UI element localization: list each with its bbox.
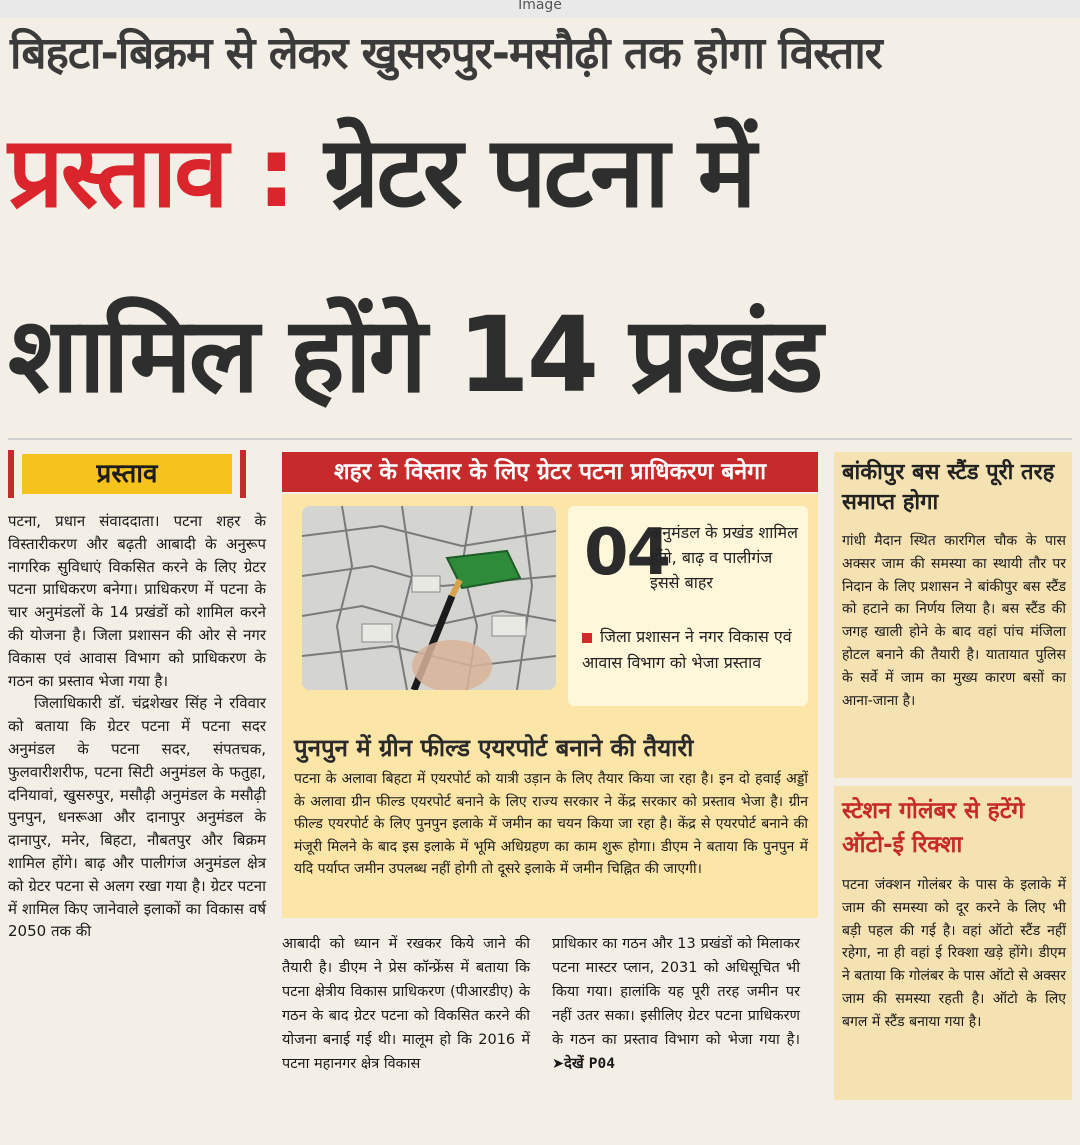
center-column-2 <box>282 932 530 1076</box>
auto-text: पटना जंक्शन गोलंबर के पास के इलाके में जाम की समस्या को दूर करने के लिए भी बड़ी पहल की गई है। वहां ऑटो स्टैंड नहीं रहेगा, ना ही वहां ई रिक्शा खड़े होंगे। डीएम ने बताया कि गोलंबर के पास ऑटो से अक्सर जाम की समस्या रहती है। ऑटो के लिए बगल में स्टैंड बनाया गया है। <box>842 877 1066 1030</box>
continued-label: देखें <box>564 1056 584 1072</box>
big-number: 04 <box>584 516 670 590</box>
center-banner: शहर के विस्तार के लिए ग्रेटर पटना प्राधिकरण बनेगा <box>282 452 818 492</box>
col3-text: प्राधिकार का गठन और 13 प्रखंडों को मिलाकर पटना मास्टर प्लान, 2031 को अधिसूचित भी किया गया। हालांकि यह पूरी तरह जमीन पर नहीं उतर सका। इसीलिए ग्रेटर पटना प्राधिकरण के गठन का प्रस्ताव विभाग को भेजा गया है। ➤देखें P04 <box>552 936 800 1072</box>
info-text: अनुमंडल के प्रखंड शामिल होंगे, बाढ़ व पालीगंज इससे बाहर <box>650 523 798 592</box>
airport-para-text: पटना के अलावा बिहटा में एयरपोर्ट को यात्री उड़ान के लिए तैयार किया जा रहा है। इन दो हवाई अड्डों के अलावा ग्रीन फील्ड एयरपोर्ट बनाने के लिए राज्य सरकार ने केंद्र सरकार को प्रस्ताव भेजा है। ग्रीन फील्ड एयरपोर्ट के लिए पुनपुन इलाके में जमीन का चयन किया जा रहा है। केंद्र से एयरपोर्ट बनाने की मंजूरी मिलने के बाद इस इलाके में भूमि अधिग्रहण का काम शुरू होगा। डीएम ने बताया कि पुनपुन में यदि पर्याप्त जमीन उपलब्ध नहीं होगी तो दूसरे इलाके में जमीन चिह्नित की जाएगी। <box>294 771 808 877</box>
left-column-text <box>8 510 266 943</box>
bullet-text: जिला प्रशासन ने नगर विकास एवं आवास विभाग को भेजा प्रस्ताव <box>582 627 792 672</box>
continued-page: P04 <box>588 1056 615 1072</box>
airport-paragraph <box>294 768 808 881</box>
map-photo <box>302 506 556 690</box>
section-label: प्रस्ताव <box>22 454 232 494</box>
bullet-square-icon <box>582 633 592 643</box>
main-headline-line2: शामिल होंगे 14 प्रखंड <box>8 294 821 416</box>
bullet-point <box>582 624 806 676</box>
center-column-3 <box>552 932 800 1076</box>
label-left-bar <box>8 450 14 498</box>
auto-heading: स्टेशन गोलंबर से हटेंगे ऑटो-ई रिक्शा <box>842 798 1025 858</box>
continued-link[interactable]: ➤देखें P04 <box>552 1056 615 1072</box>
image-caption-bar: Image <box>0 0 1080 18</box>
label-right-bar <box>240 450 246 498</box>
left-para-1: पटना, प्रधान संवाददाता। पटना शहर के विस्तारीकरण और बढ़ती आबादी के अनुरूप नागरिक सुविधाएं विकसित करने के लिए ग्रेटर पटना प्राधिकरण बनेगा। प्राधिकरण में पटना के चार अनुमंडलों के 14 प्रखंडों को शामिल करने की योजना है। जिला प्रशासन की ओर से नगर विकास एवं आवास विभाग को प्राधिकरण के गठन का प्रस्ताव भेजा गया है। <box>8 512 266 690</box>
main-headline-line1 <box>8 108 1074 238</box>
headline-red-part: प्रस्ताव : <box>8 116 293 230</box>
headline-dark-part: ग्रेटर पटना में <box>324 116 754 230</box>
bus-stand-heading: बांकीपुर बस स्टैंड पूरी तरह समाप्त होगा <box>842 460 1055 515</box>
col2-text: आबादी को ध्यान में रखकर किये जाने की तैयारी है। डीएम ने प्रेस कॉन्फ्रेंस में बताया कि पटना क्षेत्रीय विकास प्राधिकरण (पीआरडीए) के गठन के बाद ग्रेटर पटना को विकसित करने की योजना बनाई गई थी। मालूम हो कि 2016 में पटना महानगर क्षेत्र विकास <box>282 936 530 1072</box>
kicker-headline: बिहटा-बिक्रम से लेकर खुसरुपुर-मसौढ़ी तक होगा विस्तार <box>10 28 882 79</box>
section-label-box <box>8 450 266 498</box>
map-illustration <box>302 506 556 690</box>
divider <box>8 438 1072 440</box>
left-para-2: जिलाधिकारी डॉ. चंद्रशेखर सिंह ने रविवार को बताया कि ग्रेटर पटना में पटना सदर अनुमंडल के पटना सदर, संपतचक, फुलवारीशरीफ, पटना सिटी अनुमंडल के फतुहा, दनियावां, खुसरुपुर, मसौढ़ी अनुमंडल के मसौढ़ी पुनपुन, धनरूआ और दानापुर अनुमंडल के दानापुर, मनेर, बिहटा, नौबतपुर और बिक्रम शामिल होंगे। बाढ़ और पालीगंज अनुमंडल क्षेत्र को ग्रेटर पटना से अलग रखा गया है। ग्रेटर पटना में शामिल किए जानेवाले इलाकों का विकास वर्ष 2050 तक की <box>8 694 266 941</box>
airport-subheading: पुनपुन में ग्रीन फील्ड एयरपोर्ट बनाने की तैयारी <box>294 734 694 762</box>
bus-stand-text: गांधी मैदान स्थित कारगिल चौक के पास अक्सर जाम की समस्या का स्थायी तौर पर निदान के लिए प्रशासन ने बांकीपुर बस स्टैंड को हटाने का निर्णय लिया है। बस स्टैंड की जगह खाली होने के बाद वहां पांच मंजिला होटल बनाने की तैयारी है। यातायात पुलिस के सर्वे में जाम का मुख्य कारण बसों का आना-जाना है। <box>842 533 1066 709</box>
